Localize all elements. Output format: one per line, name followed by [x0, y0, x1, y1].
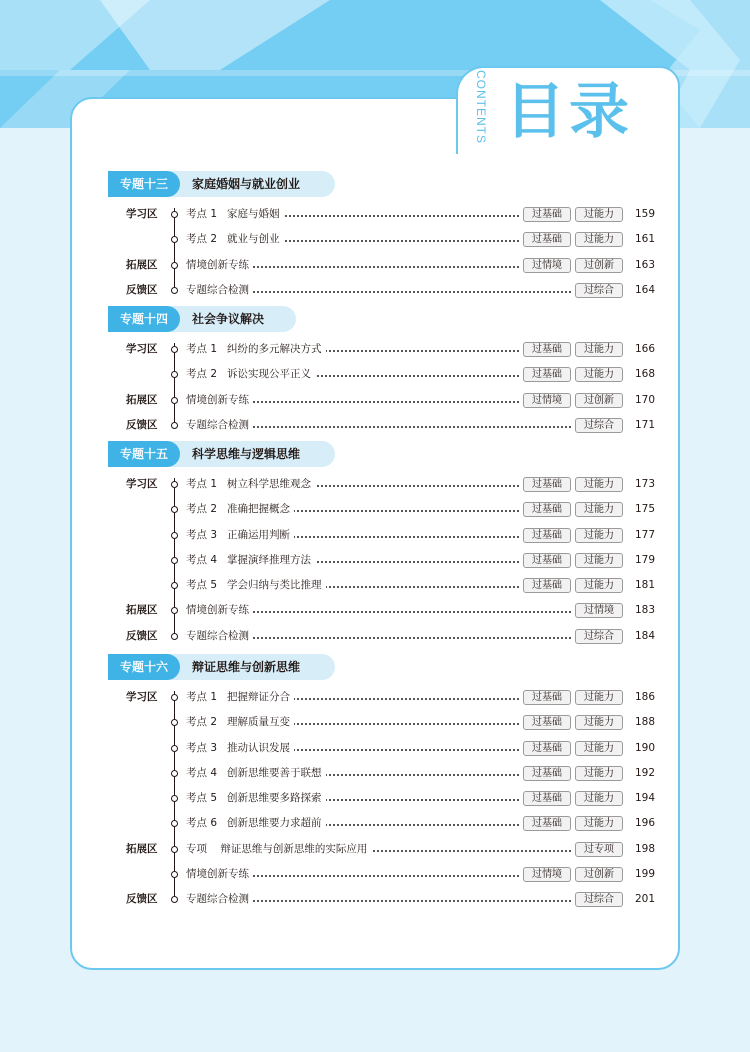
practice-badge[interactable]: 过能力	[575, 816, 623, 831]
practice-badge[interactable]: 过基础	[523, 578, 571, 593]
practice-badge[interactable]: 过基础	[523, 741, 571, 756]
practice-badge[interactable]: 过能力	[575, 367, 623, 382]
topic-number: 专题十四	[108, 306, 180, 332]
practice-badge[interactable]: 过综合	[575, 283, 623, 298]
topic-title: 社会争议解决	[192, 312, 265, 326]
entry-label: 考点 3 正确运用判断	[186, 527, 294, 543]
entry-label: 考点 2 准确把握概念	[186, 501, 294, 517]
practice-badge[interactable]: 过基础	[523, 766, 571, 781]
topic-header[interactable]	[108, 441, 668, 467]
toc-entry[interactable]	[108, 765, 668, 790]
toc-entry[interactable]	[108, 602, 668, 627]
page-number: 199	[634, 868, 655, 881]
page-number: 159	[634, 208, 655, 220]
practice-badge[interactable]: 过基础	[523, 342, 571, 357]
page-number: 175	[634, 503, 655, 516]
topic-header[interactable]	[108, 171, 668, 197]
timeline-dot-icon	[171, 820, 178, 827]
toc-entry[interactable]	[108, 476, 668, 501]
timeline-dot-icon	[171, 582, 178, 589]
entry-label: 专题综合检测	[186, 891, 253, 907]
toc-entry[interactable]	[108, 231, 668, 256]
entry-label: 考点 1 把握辩证分合	[186, 689, 294, 705]
toc-entry[interactable]	[108, 392, 668, 417]
entry-label: 情境创新专练	[186, 392, 253, 408]
practice-badge[interactable]: 过能力	[575, 553, 623, 568]
toc-entry[interactable]	[108, 714, 668, 739]
practice-badge[interactable]: 过能力	[575, 207, 623, 222]
timeline-dot-icon	[171, 795, 178, 802]
practice-badge[interactable]: 过创新	[575, 393, 623, 408]
entry-label: 考点 1 纠纷的多元解决方式	[186, 341, 326, 357]
practice-badge[interactable]: 过基础	[523, 715, 571, 730]
practice-badge[interactable]: 过情境	[575, 603, 623, 618]
timeline-dot-icon	[171, 506, 178, 513]
page-number: 181	[634, 579, 655, 592]
page-number: 177	[634, 528, 655, 541]
topic-title: 辩证思维与创新思维	[192, 660, 301, 674]
entry-label: 考点 3 推动认识发展	[186, 740, 294, 756]
practice-badge[interactable]: 过能力	[575, 528, 623, 543]
topic-section	[108, 654, 668, 917]
timeline-dot-icon	[171, 846, 178, 853]
entry-label: 考点 4 创新思维要善于联想	[186, 765, 326, 781]
practice-badge[interactable]: 过能力	[575, 232, 623, 247]
page-number: 168	[634, 368, 655, 381]
practice-badge[interactable]: 过基础	[523, 207, 571, 222]
topic-title: 科学思维与逻辑思维	[192, 447, 301, 461]
toc-entry[interactable]	[108, 527, 668, 552]
entry-label: 考点 2 理解质量互变	[186, 714, 294, 730]
practice-badge[interactable]: 过基础	[523, 791, 571, 806]
page-number: 201	[634, 893, 655, 906]
timeline-dot-icon	[171, 694, 178, 701]
page-number: 196	[634, 817, 655, 830]
practice-badge[interactable]: 过基础	[523, 528, 571, 543]
timeline-dot-icon	[171, 287, 178, 294]
toc-entry[interactable]	[108, 341, 668, 366]
entry-label: 考点 2 就业与创业	[186, 231, 284, 247]
page-number: 188	[634, 716, 655, 729]
toc-entry[interactable]	[108, 841, 668, 866]
practice-badge[interactable]: 过创新	[575, 258, 623, 273]
toc-entry[interactable]	[108, 282, 668, 307]
page-number: 163	[634, 258, 655, 271]
timeline-dot-icon	[171, 557, 178, 564]
timeline-dot-icon	[171, 607, 178, 614]
timeline-dot-icon	[171, 371, 178, 378]
practice-badge[interactable]: 过能力	[575, 342, 623, 357]
practice-badge[interactable]: 过能力	[575, 791, 623, 806]
topic-number: 专题十六	[108, 654, 180, 680]
toc-entry[interactable]	[108, 740, 668, 765]
entry-label: 情境创新专练	[186, 866, 253, 882]
page-number: 173	[634, 478, 655, 490]
practice-badge[interactable]: 过能力	[575, 502, 623, 517]
practice-badge[interactable]: 过综合	[575, 629, 623, 644]
practice-badge[interactable]: 过能力	[575, 578, 623, 593]
timeline-dot-icon	[171, 236, 178, 243]
toc-entry[interactable]	[108, 577, 668, 602]
page-number: 170	[634, 393, 655, 406]
timeline-dot-icon	[171, 346, 178, 353]
timeline-dot-icon	[171, 896, 178, 903]
practice-badge[interactable]: 过能力	[575, 766, 623, 781]
practice-badge[interactable]: 过能力	[575, 715, 623, 730]
entry-label: 考点 6 创新思维要力求超前	[186, 815, 326, 831]
timeline-dot-icon	[171, 770, 178, 777]
topic-number: 专题十三	[108, 171, 180, 197]
practice-badge[interactable]: 过基础	[523, 553, 571, 568]
practice-badge[interactable]: 过能力	[575, 690, 623, 705]
practice-badge[interactable]: 过专项	[575, 842, 623, 857]
page-number: 164	[634, 283, 655, 296]
zone-label: 拓展区	[126, 842, 158, 855]
page-number: 194	[634, 792, 655, 805]
page-title: 目录	[505, 77, 633, 147]
page-number: 179	[634, 553, 655, 566]
toc-entry[interactable]	[108, 628, 668, 653]
timeline-dot-icon	[171, 871, 178, 878]
zone-label: 反馈区	[126, 418, 158, 431]
zone-label: 反馈区	[126, 283, 158, 296]
page-number: 186	[634, 691, 655, 703]
page-number: 198	[634, 842, 655, 855]
entry-label: 专题综合检测	[186, 282, 253, 298]
topic-header[interactable]	[108, 654, 668, 680]
timeline-dot-icon	[171, 745, 178, 752]
zone-label: 学习区	[126, 478, 158, 490]
entry-label: 专题综合检测	[186, 628, 253, 644]
toc-entry[interactable]	[108, 257, 668, 282]
topic-title: 家庭婚姻与就业创业	[192, 177, 301, 191]
page-subtitle: CONTENTS	[474, 70, 488, 144]
page-number: 166	[634, 343, 655, 355]
entry-label: 情境创新专练	[186, 257, 253, 273]
page-number: 171	[634, 418, 655, 431]
entry-label: 考点 5 学会归纳与类比推理	[186, 577, 326, 593]
page-number: 190	[634, 741, 655, 754]
page-number: 184	[634, 629, 655, 642]
toc-entry[interactable]	[108, 891, 668, 916]
zone-label: 拓展区	[126, 604, 158, 617]
entry-label: 考点 2 诉讼实现公平正义	[186, 366, 315, 382]
practice-badge[interactable]: 过能力	[575, 741, 623, 756]
timeline-dot-icon	[171, 532, 178, 539]
entry-label: 考点 1 家庭与婚姻	[186, 206, 284, 222]
practice-badge[interactable]: 过情境	[523, 393, 571, 408]
timeline-dot-icon	[171, 211, 178, 218]
zone-label: 反馈区	[126, 893, 158, 906]
timeline-dot-icon	[171, 422, 178, 429]
practice-badge[interactable]: 过综合	[575, 892, 623, 907]
practice-badge[interactable]: 过情境	[523, 258, 571, 273]
practice-badge[interactable]: 过情境	[523, 867, 571, 882]
timeline-dot-icon	[171, 262, 178, 269]
entry-label: 情境创新专练	[186, 602, 253, 618]
zone-label: 反馈区	[126, 629, 158, 642]
entry-label: 考点 1 树立科学思维观念	[186, 476, 315, 492]
practice-badge[interactable]: 过基础	[523, 690, 571, 705]
practice-badge[interactable]: 过创新	[575, 867, 623, 882]
practice-badge[interactable]: 过基础	[523, 232, 571, 247]
zone-label: 学习区	[126, 691, 158, 703]
toc-entry[interactable]	[108, 866, 668, 891]
page-number: 161	[634, 233, 655, 246]
zone-label: 学习区	[126, 208, 158, 220]
timeline-dot-icon	[171, 633, 178, 640]
page-number: 192	[634, 766, 655, 779]
entry-label: 专题综合检测	[186, 417, 253, 433]
toc-entry[interactable]	[108, 552, 668, 577]
practice-badge[interactable]: 过能力	[575, 477, 623, 492]
practice-badge[interactable]: 过基础	[523, 816, 571, 831]
timeline-dot-icon	[171, 397, 178, 404]
entry-label: 考点 5 创新思维要多路探索	[186, 790, 326, 806]
topic-header[interactable]	[108, 306, 668, 332]
practice-badge[interactable]: 过综合	[575, 418, 623, 433]
entry-label: 考点 4 掌握演绎推理方法	[186, 552, 315, 568]
toc-entry[interactable]	[108, 815, 668, 840]
toc-entry[interactable]	[108, 366, 668, 391]
toc-entry[interactable]	[108, 689, 668, 714]
toc-entry[interactable]	[108, 790, 668, 815]
toc-entry[interactable]	[108, 501, 668, 526]
toc-entry[interactable]	[108, 206, 668, 231]
zone-label: 学习区	[126, 343, 158, 355]
timeline-dot-icon	[171, 719, 178, 726]
practice-badge[interactable]: 过基础	[523, 502, 571, 517]
topic-number: 专题十五	[108, 441, 180, 467]
topic-section	[108, 171, 668, 307]
toc-entry[interactable]	[108, 417, 668, 442]
zone-label: 拓展区	[126, 258, 158, 271]
practice-badge[interactable]: 过基础	[523, 477, 571, 492]
entry-label: 专项 辩证思维与创新思维的实际应用	[186, 841, 371, 857]
page-number: 183	[634, 604, 655, 617]
zone-label: 拓展区	[126, 393, 158, 406]
topic-section	[108, 441, 668, 653]
timeline-dot-icon	[171, 481, 178, 488]
practice-badge[interactable]: 过基础	[523, 367, 571, 382]
topic-section	[108, 306, 668, 442]
